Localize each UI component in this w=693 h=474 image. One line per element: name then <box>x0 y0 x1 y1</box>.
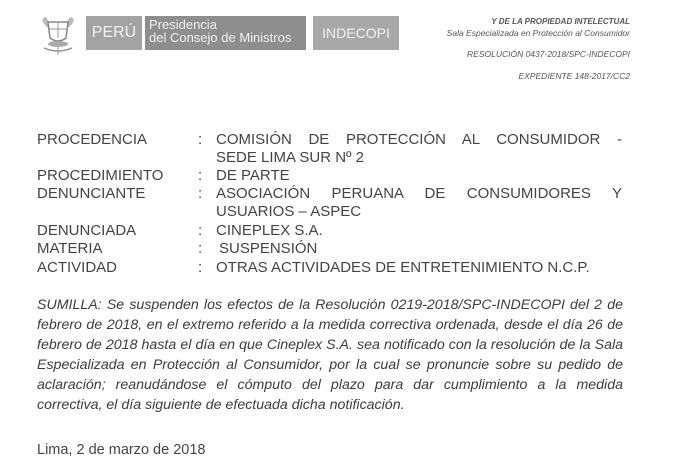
field-value-actividad: OTRAS ACTIVIDADES DE ENTRETENIMIENTO N.C.P. <box>216 259 590 276</box>
agency-label: INDECOPI <box>322 25 390 41</box>
field-value-procedimiento: DE PARTE <box>216 167 290 184</box>
sumilla-lead: SUMILLA: <box>37 297 102 313</box>
sumilla-text: Se suspenden los efectos de la Resolución 0219-2018/SPC-INDECOPI del 2 de febrero de 2018, en el extremo referido a la medida correctiva ordenada, desde el día 26 de febrero de 2018 hasta el día en que Cineplex S.A. sea notificado con la resolución de la Sala Especializada en Protección al Consumidor, por la cual se pronuncie sobre su pedido de aclaración; reanudándose el cómputo del plazo para dar cumplimiento a la medida correctiva, el día siguiente de efectuada dicha notificación. <box>37 297 623 413</box>
field-value-denunciada: CINEPLEX S.A. <box>216 222 323 239</box>
country-label: PERÚ <box>91 24 137 41</box>
field-colon: : <box>198 185 203 202</box>
field-value-materia: SUSPENSIÓN <box>219 240 318 257</box>
expediente-number: EXPEDIENTE 148-2017/CC2 <box>518 71 630 81</box>
field-label-procedimiento: PROCEDIMIENTO <box>37 167 164 184</box>
pcm-line-2: del Consejo de Ministros <box>149 30 292 45</box>
field-label-actividad: ACTIVIDAD <box>37 259 118 276</box>
field-colon: : <box>198 259 203 276</box>
field-label-denunciante: DENUNCIANTE <box>37 185 146 202</box>
field-label-materia: MATERIA <box>37 240 103 257</box>
peru-coat-of-arms-icon <box>36 14 80 56</box>
sumilla-paragraph <box>37 295 623 415</box>
field-colon: : <box>198 240 203 257</box>
field-value-denunciante-2: USUARIOS – ASPEC <box>216 203 362 220</box>
resolution-number: RESOLUCIÓN 0437-2018/SPC-INDECOPI <box>467 49 630 59</box>
field-label-denunciada: DENUNCIADA <box>37 222 137 239</box>
field-value-procedencia-2: SEDE LIMA SUR Nº 2 <box>216 149 365 166</box>
field-label-procedencia: PROCEDENCIA <box>37 131 148 148</box>
pcm-logo-box <box>145 16 306 50</box>
document-date: Lima, 2 de marzo de 2018 <box>37 442 206 458</box>
indecopi-logo-box <box>313 16 399 50</box>
pcm-line-1: Presidencia <box>149 17 217 32</box>
header-right-line-2: Sala Especializada en Protección al Consumidor <box>446 28 630 38</box>
header-right-line-1: Y DE LA PROPIEDAD INTELECTUAL <box>491 17 630 26</box>
field-value-procedencia-1: COMISIÓN DE PROTECCIÓN AL CONSUMIDOR - <box>216 131 622 148</box>
field-value-denunciante-1: ASOCIACIÓN PERUANA DE CONSUMIDORES Y <box>216 185 622 202</box>
field-colon: : <box>198 167 203 184</box>
field-colon: : <box>198 131 203 148</box>
field-colon: : <box>198 222 203 239</box>
peru-logo-box <box>86 16 142 50</box>
